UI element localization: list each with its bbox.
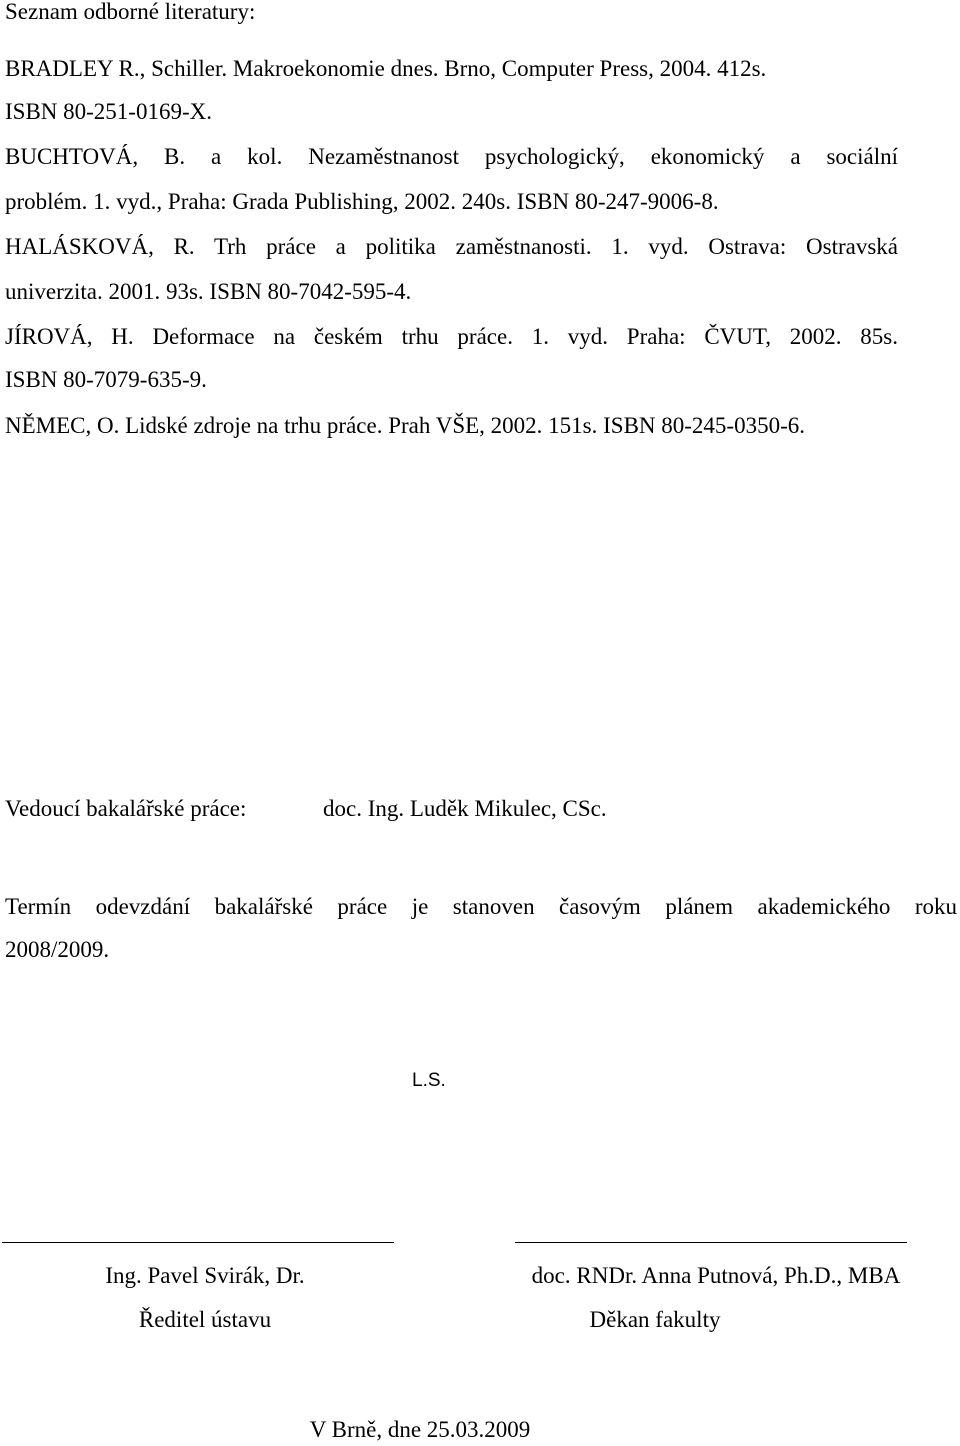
- supervisor-label: Vedoucí bakalářské práce:: [5, 796, 247, 821]
- reference-bradley-line2: ISBN 80-251-0169-X.: [5, 99, 212, 124]
- reference-jirova-line1: JÍROVÁ, H. Deformace na českém trhu práce. 1. vyd. Praha: ČVUT, 2002. 85s.: [5, 324, 898, 349]
- signature-role-left: Ředitel ústavu: [138, 1307, 272, 1332]
- supervisor-name: doc. Ing. Luděk Mikulec, CSc.: [323, 796, 607, 821]
- seal-mark: L.S.: [412, 1070, 446, 1091]
- signature-line-left: [2, 1242, 394, 1243]
- deadline-line2: 2008/2009.: [5, 937, 110, 962]
- reference-bradley-line1: BRADLEY R., Schiller. Makroekonomie dnes. Brno, Computer Press, 2004. 412s.: [5, 56, 767, 81]
- reference-buchtova-line2: problém. 1. vyd., Praha: Grada Publishing, 2002. 240s. ISBN 80-247-9006-8.: [5, 189, 719, 214]
- place-and-date: V Brně, dne 25.03.2009: [309, 1417, 531, 1442]
- reference-haláskova-line1: HALÁSKOVÁ, R. Trh práce a politika zaměstnanosti. 1. vyd. Ostrava: Ostravská: [5, 234, 898, 259]
- signature-name-right: doc. RNDr. Anna Putnová, Ph.D., MBA: [531, 1263, 901, 1288]
- reference-jirova-line2: ISBN 80-7079-635-9.: [5, 367, 207, 392]
- reference-haláskova-line2: univerzita. 2001. 93s. ISBN 80-7042-595-4.: [5, 279, 412, 304]
- reference-buchtova-line1: BUCHTOVÁ, B. a kol. Nezaměstnanost psychologický, ekonomický a sociální: [5, 144, 898, 169]
- deadline-line1: Termín odevzdání bakalářské práce je stanoven časovým plánem akademického roku: [5, 894, 957, 919]
- literature-heading: Seznam odborné literatury:: [5, 0, 256, 24]
- signature-role-right: Děkan fakulty: [589, 1307, 721, 1332]
- signature-name-left: Ing. Pavel Svirák, Dr.: [105, 1263, 305, 1288]
- signature-line-right: [515, 1242, 907, 1243]
- reference-nemec-line1: NĚMEC, O. Lidské zdroje na trhu práce. Prah VŠE, 2002. 151s. ISBN 80-245-0350-6.: [5, 413, 805, 438]
